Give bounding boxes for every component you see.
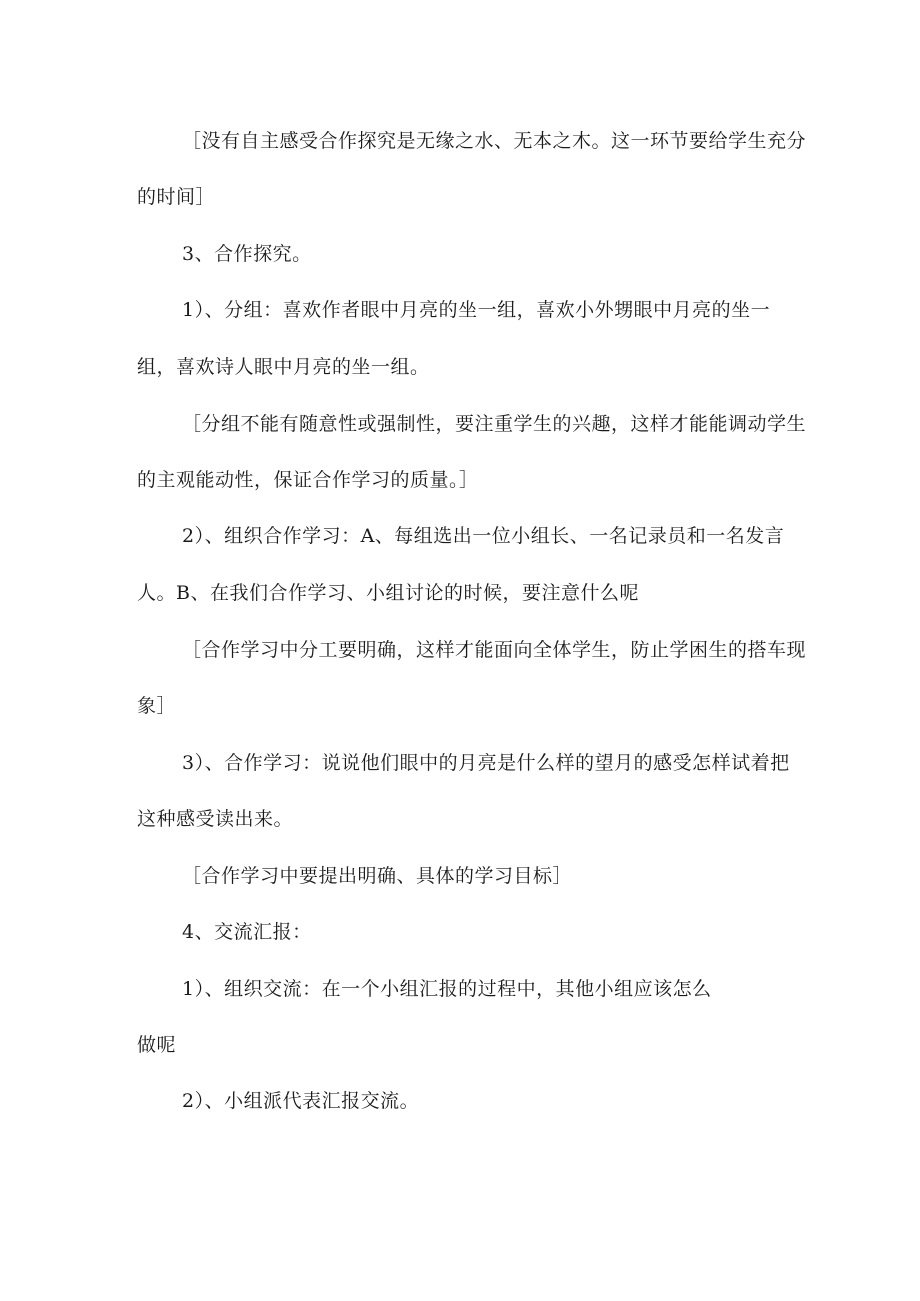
section-heading-4: 4、交流汇报： [182,921,312,943]
note-goals: ［合作学习中要提出明确、具体的学习目标］ [182,865,573,887]
note-division-line-2: 象］ [137,695,177,717]
paragraph-note-line-2: 的时间］ [137,186,216,208]
report-step-2: 2）、小组派代表汇报交流。 [182,1090,420,1112]
step-1-line-1: 1）、分组：喜欢作者眼中月亮的坐一组，喜欢小外甥眼中月亮的坐一 [182,299,771,321]
step-3-line-1: 3）、合作学习：说说他们眼中的月亮是什么样的望月的感受怎样试着把 [182,752,790,774]
report-step-1-line-1: 1）、组织交流：在一个小组汇报的过程中，其他小组应该怎么 [182,978,712,1000]
note-grouping-line-1: ［分组不能有随意性或强制性，要注重学生的兴趣，这样才能能调动学生 [182,413,807,435]
section-heading-3: 3、合作探究。 [182,243,312,265]
note-grouping-line-2: 的主观能动性，保证合作学习的质量。］ [137,469,479,491]
step-2-line-2: 人。B、在我们合作学习、小组讨论的时候，要注意什么呢 [137,582,639,604]
step-3-line-2: 这种感受读出来。 [137,808,294,830]
step-2-line-1: 2）、组织合作学习：A、每组选出一位小组长、一名记录员和一名发言 [182,525,785,547]
report-step-1-line-2: 做呢 [137,1034,177,1056]
note-division-line-1: ［合作学习中分工要明确，这样才能面向全体学生，防止学困生的搭车现 [182,639,807,661]
step-1-line-2: 组，喜欢诗人眼中月亮的坐一组。 [137,356,430,378]
paragraph-note-line-1: ［没有自主感受合作探究是无缘之水、无本之木。这一环节要给学生充分 [182,130,807,152]
